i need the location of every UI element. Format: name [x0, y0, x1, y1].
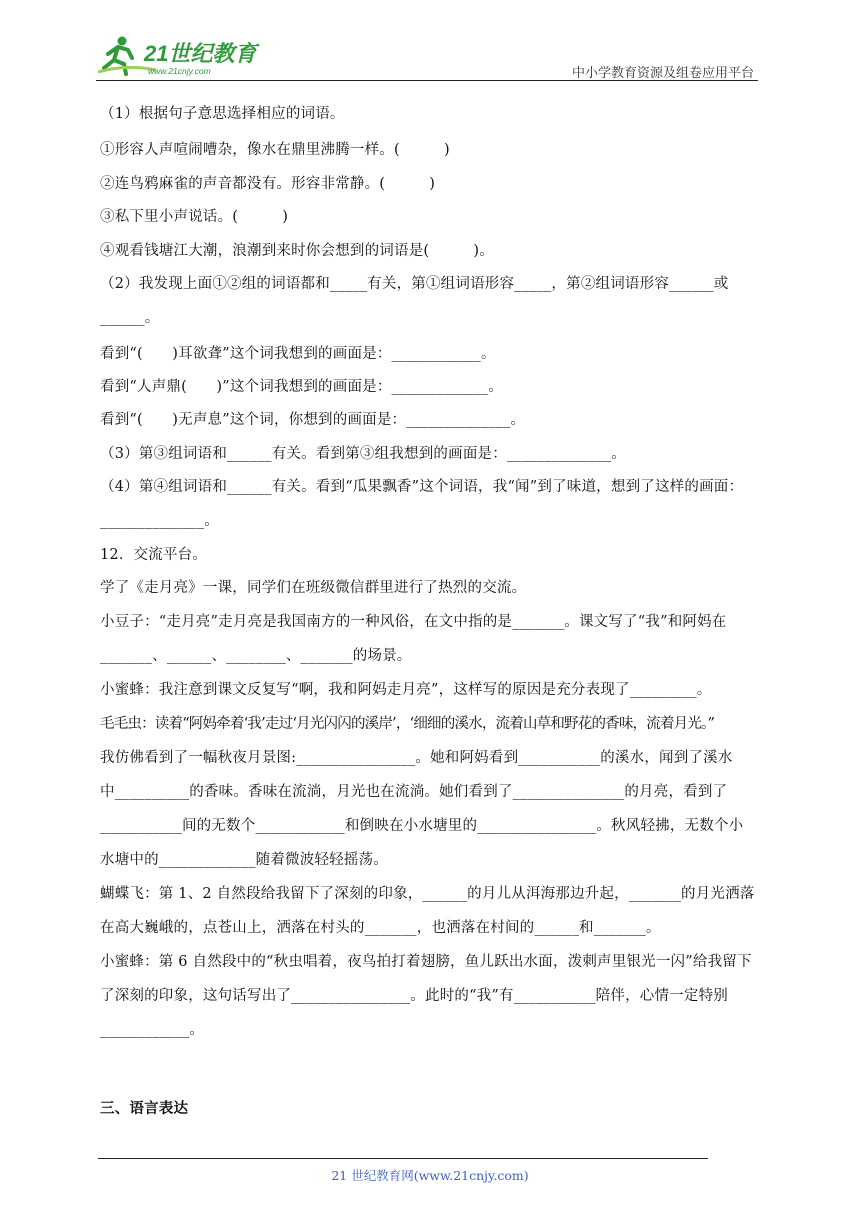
text-line: _______、______、________、_______的场景。	[100, 648, 412, 664]
svg-text:21世纪教育: 21世纪教育	[144, 41, 257, 66]
text-line: 中__________的香味。香味在流淌，月光也在流淌。她们看到了_______________的月亮，看到了	[100, 784, 728, 800]
text-line: 看到“( )耳欲聋”这个词我想到的画面是：____________。	[100, 346, 496, 362]
text-line: 学了《走月亮》一课，同学们在班级微信群里进行了热烈的交流。	[100, 580, 527, 596]
text-line: 了深刻的印象，这句话写出了________________。此时的“我”有___________陪伴，心情一定特别	[100, 988, 728, 1004]
text-line: 小蜜蜂：我注意到课文反复写“啊，我和阿妈走月亮”，这样写的原因是充分表现了_________。	[100, 682, 712, 698]
text-line: 看到“( )无声息”这个词，你想到的画面是：______________。	[100, 412, 526, 428]
text-line: 看到“人声鼎( )”这个词我想到的画面是：_____________。	[100, 379, 504, 395]
text-line: 蝴蝶飞：第 1、2 自然段给我留下了深刻的印象，______的月儿从洱海那边升起，_______的月光洒落	[100, 886, 755, 902]
text-line: ③私下里小声说话。( )	[100, 209, 289, 225]
logo-icon	[96, 34, 266, 78]
text-line: ____________。	[100, 1022, 205, 1038]
text-line: 水塘中的_____________随着微波轻轻摇荡。	[100, 852, 388, 868]
footer-text: 21 世纪教育网(www.21cnjy.com)	[331, 1168, 529, 1183]
section-title: 三、语言表达	[100, 1100, 189, 1117]
text-line: （4）第④组词语和______有关。看到“瓜果飘香”这个词语，我“闻”到了味道，想到了这样的画面：	[100, 479, 744, 495]
platform-tagline: 中小学教育资源及组卷应用平台	[571, 66, 754, 81]
question-number: 12．交流平台。	[100, 547, 208, 563]
text-line: ①形容人声喧闹嘈杂，像水在鼎里沸腾一样。( )	[100, 142, 450, 158]
page-header	[96, 30, 758, 80]
text-line: ④观看钱塘江大潮，浪潮到来时你会想到的词语是( )。	[100, 243, 494, 259]
text-line: 在高大巍峨的，点苍山上，洒落在村头的_______，也洒落在村间的______和_______。	[100, 920, 661, 936]
text-line: 我仿佛看到了一幅秋夜月景图:________________。她和阿妈看到___________的溪水，闻到了溪水	[100, 750, 733, 766]
text-line: 小蜜蜂：第 6 自然段中的“秋虫唱着，夜鸟拍打着翅膀，鱼儿跃出水面，泼刺声里银光一闪”给我留下	[100, 954, 752, 970]
header-divider	[96, 80, 758, 81]
text-line: （3）第③组词语和______有关。看到第③组我想到的画面是：______________。	[100, 446, 626, 462]
text-line: ______。	[100, 310, 160, 326]
text-line: ______________。	[100, 513, 219, 529]
text-line: ②连鸟鸦麻雀的声音都没有。形容非常静。( )	[100, 176, 436, 192]
text-line: 毛毛虫：读着“阿妈牵着‘我’走过‘月光闪闪的溪岸’，‘细细的溪水，流着山草和野花的香味，流着月光。”	[100, 716, 715, 732]
text-line: （2）我发现上面①②组的词语都和_____有关，第①组词语形容_____，第②组词语形容______或	[100, 276, 729, 292]
text-line: ___________间的无数个____________和倒映在小水塘里的________________。秋风轻拂，无数个小	[100, 818, 744, 834]
text-line: 小豆子：“走月亮”走月亮是我国南方的一种风俗，在文中指的是_______。课文写了“我”和阿妈在	[100, 614, 727, 630]
footer-divider	[98, 1158, 708, 1159]
text-line: （1）根据句子意思选择相应的词语。	[100, 106, 345, 122]
svg-text:www.21cnjy.com: www.21cnjy.com	[148, 66, 211, 76]
